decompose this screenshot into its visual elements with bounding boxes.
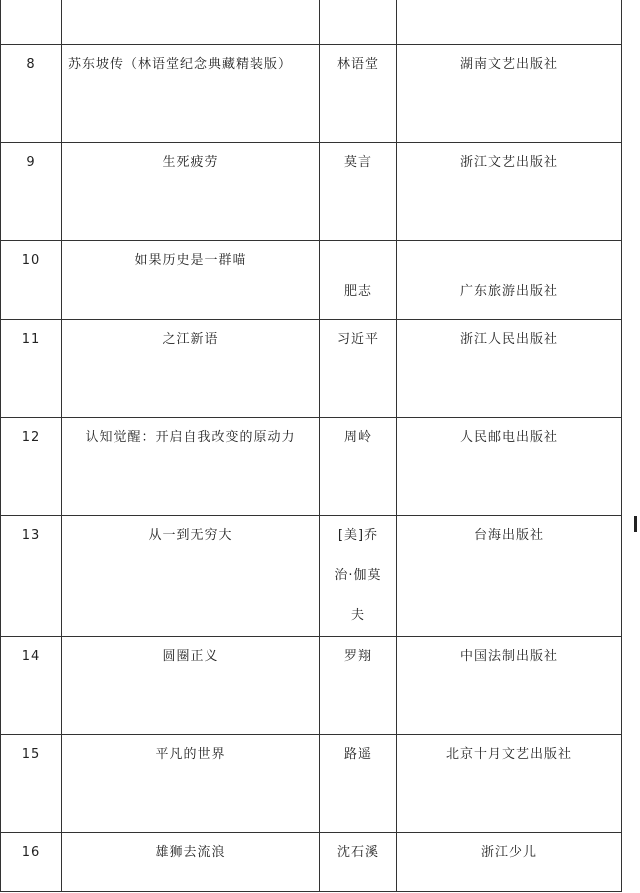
book-author: 莫言 <box>320 143 397 241</box>
book-publisher: 台海出版社 <box>397 516 622 637</box>
table-row <box>1 320 622 418</box>
table-row <box>1 637 622 735</box>
book-author: 路遥 <box>320 735 397 833</box>
book-publisher: 浙江人民出版社 <box>397 320 622 418</box>
row-number: 14 <box>1 637 62 735</box>
table-row <box>1 735 622 833</box>
book-author: 肥志 <box>320 241 397 320</box>
table-row <box>1 143 622 241</box>
table-row <box>1 45 622 143</box>
book-title: 苏东坡传（林语堂纪念典藏精装版） <box>62 45 320 143</box>
book-title: 之江新语 <box>62 320 320 418</box>
book-publisher <box>397 0 622 45</box>
book-publisher: 中国法制出版社 <box>397 637 622 735</box>
book-publisher: 湖南文艺出版社 <box>397 45 622 143</box>
book-publisher: 广东旅游出版社 <box>397 241 622 320</box>
row-number: 8 <box>1 45 62 143</box>
table-row <box>1 516 622 637</box>
book-publisher: 浙江文艺出版社 <box>397 143 622 241</box>
row-number: 16 <box>1 833 62 892</box>
book-title: 从一到无穷大 <box>62 516 320 637</box>
book-title <box>62 0 320 45</box>
book-title: 如果历史是一群喵 <box>62 241 320 320</box>
row-number: 11 <box>1 320 62 418</box>
book-title: 认知觉醒：开启自我改变的原动力 <box>62 418 320 516</box>
book-publisher: 北京十月文艺出版社 <box>397 735 622 833</box>
book-author: [美]乔治·伽莫夫 <box>334 528 382 623</box>
table-row <box>1 0 622 45</box>
table-row <box>1 833 622 892</box>
scrollbar-marker[interactable] <box>634 516 637 532</box>
table-row <box>1 241 622 320</box>
row-number: 10 <box>1 241 62 320</box>
book-title: 平凡的世界 <box>62 735 320 833</box>
row-number <box>1 0 62 45</box>
book-author <box>320 0 397 45</box>
row-number: 15 <box>1 735 62 833</box>
table-row <box>1 418 622 516</box>
book-author: 沈石溪 <box>320 833 397 892</box>
book-author: 周岭 <box>320 418 397 516</box>
book-title: 圆圈正义 <box>62 637 320 735</box>
book-author: 习近平 <box>320 320 397 418</box>
book-author: 罗翔 <box>320 637 397 735</box>
row-number: 12 <box>1 418 62 516</box>
book-author: 林语堂 <box>320 45 397 143</box>
book-author-cell <box>320 516 397 637</box>
book-title: 生死疲劳 <box>62 143 320 241</box>
row-number: 9 <box>1 143 62 241</box>
row-number: 13 <box>1 516 62 637</box>
book-publisher: 浙江少儿 <box>397 833 622 892</box>
book-title: 雄狮去流浪 <box>62 833 320 892</box>
book-publisher: 人民邮电出版社 <box>397 418 622 516</box>
